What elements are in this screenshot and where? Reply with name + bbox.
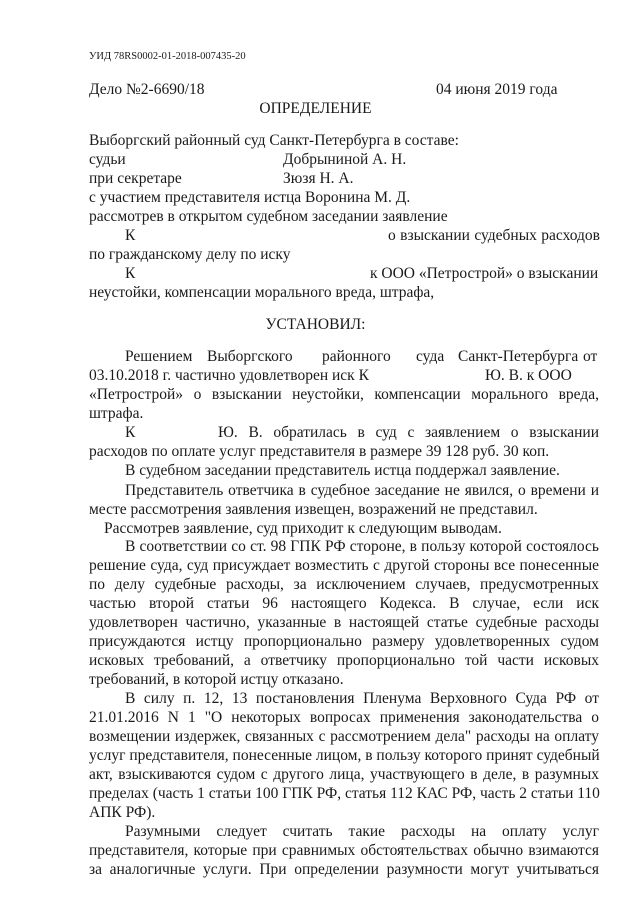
considering-line: рассмотрев в открытом судебном заседании заявление	[89, 208, 448, 225]
section-title: УСТАНОВИЛ:	[265, 316, 366, 333]
penalties-line: неустойки, компенсации морального вреда, штрафа,	[89, 284, 435, 301]
body-line: пределах (часть 1 статьи 100 ГПК РФ, статья 112 КАС РФ, часть 2 статьи 110	[89, 785, 600, 802]
defendant-line: к ООО «Петрострой» о взыскании	[370, 265, 599, 282]
body-line: удовлетворен частично, указанные в настоящей статье судебные расходы	[89, 614, 599, 631]
body-line: возмещении издержек, связанных с рассмотрением дела" расходы на оплату	[89, 728, 599, 745]
body-line: районного	[322, 348, 391, 365]
body-line: В силу п. 12, 13 постановления Пленума Верховного Суда РФ от	[125, 690, 599, 707]
body-line: Выборгского	[207, 348, 293, 365]
body-line: «Петрострой» о взыскании неустойки, компенсации морального вреда,	[89, 386, 599, 403]
body-line: от	[583, 348, 598, 365]
body-line: по делу судебные расходы, за исключением случаев, предусмотренных	[89, 576, 599, 593]
representative-line: с участием представителя истца Воронина М. Д.	[89, 189, 411, 206]
body-line: В судебном заседании представитель истца поддержал заявление.	[125, 462, 560, 479]
body-line: Разумными следует считать такие расходы на оплату услуг	[125, 823, 599, 840]
body-line: расходов по оплате услуг представителя в размере 39 128 руб. 30 коп.	[89, 443, 550, 460]
body-line: В соответствии со ст. 98 ГПК РФ стороне, в пользу которой состоялось	[125, 538, 599, 555]
body-line: К	[125, 424, 136, 441]
body-line: представителя, которые при сравнимых обстоятельствах обычно взимаются	[89, 842, 599, 859]
body-line: решение суда, суд присуждает возместить с другой стороны все понесенные	[89, 557, 599, 574]
body-line: Решением	[125, 348, 193, 365]
body-line: услуг представителя, понесенные лицом, в пользу которого принят судебный	[89, 747, 600, 764]
claim-subject: о взыскании судебных расходов	[388, 227, 600, 244]
court-composition: Выборгский районный суд Санкт-Петербурга в составе:	[89, 132, 459, 149]
body-line: месте рассмотрения заявления извещен, возражений не представил.	[89, 501, 538, 518]
body-line: 03.10.2018 г. частично удовлетворен иск К	[89, 367, 369, 384]
document-uid: УИД 78RS0002-01-2018-007435-20	[89, 51, 246, 62]
body-line: присуждаются истцу пропорционально размеру удовлетворенных судом	[89, 633, 599, 650]
body-line: суда	[416, 348, 445, 365]
body-line: Представитель ответчика в судебное заседание не явился, о времени и	[125, 482, 599, 499]
plaintiff-initial: К	[125, 265, 136, 282]
secretary-name: Зюзя Н. А.	[283, 170, 354, 187]
case-number: Дело №2-6690/18	[89, 81, 205, 98]
body-line: 21.01.2016 N 1 "О некоторых вопросах применения законодательства о	[89, 709, 599, 726]
body-line: штрафа.	[89, 405, 144, 422]
judge-label: судьи	[89, 151, 126, 168]
body-line: частью второй статьи 96 настоящего Кодекса. В случае, если иск	[89, 595, 599, 612]
body-line: АПК РФ).	[89, 804, 156, 821]
secretary-label: при секретаре	[89, 170, 182, 187]
document-date: 04 июня 2019 года	[436, 81, 558, 98]
body-line: за аналогичные услуги. При определении разумности могут учитываться	[89, 861, 599, 878]
judge-name: Добрыниной А. Н.	[283, 151, 407, 168]
body-line: исковых требований, а ответчику пропорционально той части исковых	[89, 652, 599, 669]
body-line: Ю. В. к ООО	[485, 367, 572, 384]
applicant-initial: К	[125, 227, 136, 244]
body-line: Санкт-Петербурга	[458, 348, 579, 365]
document-title: ОПРЕДЕЛЕНИЕ	[259, 100, 372, 117]
body-line: требований, в которой истцу отказано.	[89, 671, 344, 688]
civil-case-line: по гражданскому делу по иску	[89, 246, 291, 263]
body-line: Рассмотрев заявление, суд приходит к следующим выводам.	[104, 520, 502, 537]
body-line: Ю. В. обратилась в суд с заявлением о взыскании	[218, 424, 599, 441]
body-line: акт, взыскиваются судом с другого лица, участвующего в деле, в разумных	[89, 766, 599, 783]
